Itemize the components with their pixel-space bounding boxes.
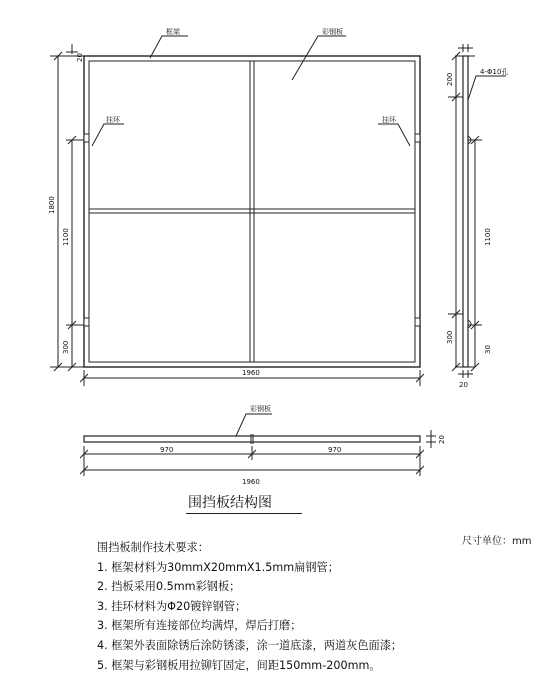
dim-width-half-right: 970	[328, 446, 342, 454]
dim-width-bottom-total: 1960	[242, 478, 260, 486]
leader-lines	[92, 36, 509, 436]
requirement-item-5: 4. 框架外表面除锈后涂防锈漆，涂一道底漆，两道灰色面漆；	[97, 638, 403, 652]
ring-label-left: 挂环	[106, 116, 120, 124]
dim-side-bottom: 30	[484, 345, 492, 354]
dim-side-low: 300	[446, 330, 454, 344]
requirement-item-6: 5. 框架与彩钢板用拉铆钉固定，间距150mm-200mm。	[97, 658, 381, 672]
dim-height-total: 1800	[48, 196, 56, 214]
top-view	[80, 430, 436, 476]
dim-side-width: 20	[459, 381, 468, 389]
steel-panel-label: 彩钢板	[322, 28, 343, 36]
ring-label-right: 挂环	[382, 116, 396, 124]
requirement-item-4: 3. 框架所有连接部位均满焊，焊后打磨；	[97, 619, 302, 633]
title-underline	[186, 513, 302, 514]
unit-note: 尺寸单位：mm	[462, 536, 532, 547]
dim-side-top: 200	[446, 72, 454, 86]
dim-bottom-thick: 20	[438, 435, 446, 444]
drawing-title: 围挡板结构图	[188, 495, 272, 511]
hanging-ring-marks	[84, 134, 420, 326]
dim-side-top-small: 20	[76, 53, 84, 62]
frame-label: 框架	[166, 28, 180, 36]
requirement-item-3: 3. 挂环材料为Φ20镀锌钢管；	[97, 599, 247, 613]
front-view-frame	[84, 56, 420, 367]
requirement-item-2: 2. 挡板采用0.5mm彩钢板；	[97, 580, 241, 594]
dim-height-bottom: 300	[62, 340, 70, 354]
requirement-item-1: 1. 框架材料为30mmX20mmX1.5mm扁钢管；	[97, 560, 339, 574]
side-view	[448, 44, 482, 378]
requirements-heading: 围挡板制作技术要求：	[97, 541, 209, 554]
dim-height-mid: 1100	[62, 228, 70, 246]
steel-panel-bottom-label: 彩钢板	[250, 405, 271, 413]
dim-side-mid: 1100	[484, 228, 492, 246]
top-left-tick	[66, 44, 78, 54]
dim-width-half-left: 970	[160, 446, 174, 454]
hole-label: 4-Φ10孔	[480, 68, 509, 76]
dim-width-total: 1960	[242, 369, 260, 377]
technical-requirements	[97, 538, 402, 675]
